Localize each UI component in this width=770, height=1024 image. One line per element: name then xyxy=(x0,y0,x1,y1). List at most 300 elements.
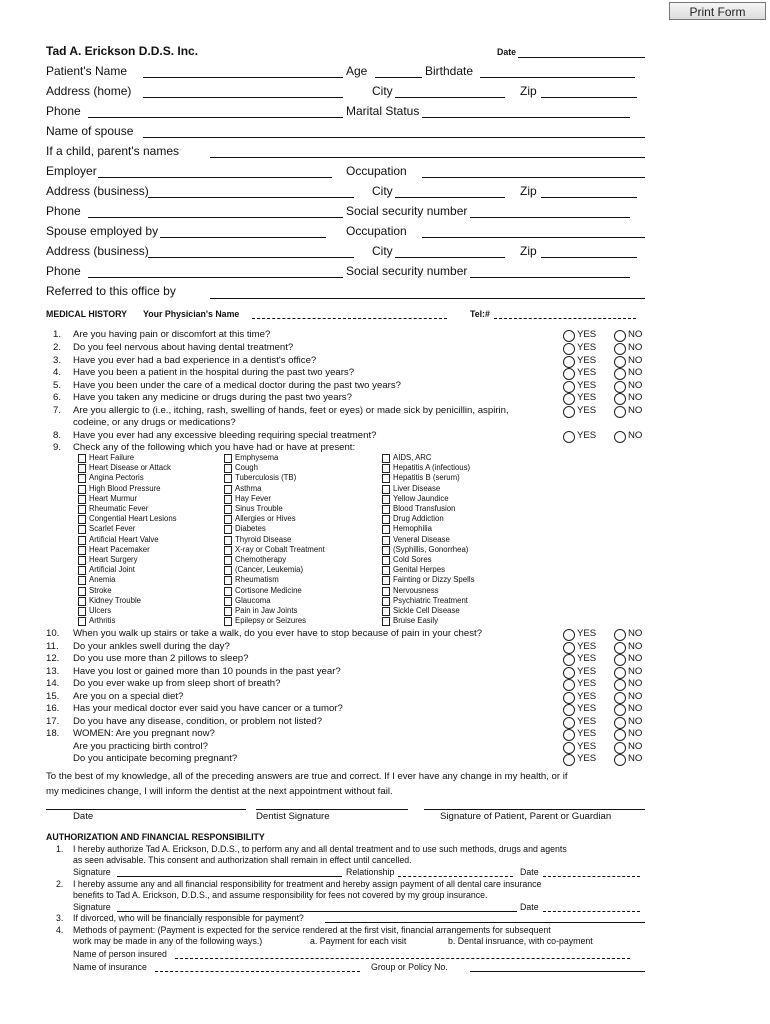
condition-checkbox[interactable] xyxy=(382,536,390,545)
city-label: City xyxy=(372,84,393,98)
address-business-label: Address (business) xyxy=(46,184,149,198)
condition-label: Heart Pacemaker xyxy=(89,544,150,554)
yes-label-qb7: YES xyxy=(577,716,597,727)
employer-label: Employer xyxy=(46,164,97,178)
dentist-signature-caption: Dentist Signature xyxy=(256,811,330,822)
referred-by-label: Referred to this office by xyxy=(46,284,176,298)
auth-signature-1-field[interactable] xyxy=(117,876,342,877)
condition-label: (Syphillis, Gonorrhea) xyxy=(393,544,469,554)
condition-checkbox[interactable] xyxy=(78,505,86,514)
condition-checkbox[interactable] xyxy=(78,556,86,565)
condition-label: Thyroid Disease xyxy=(235,534,292,544)
city-label-3: City xyxy=(372,244,393,258)
no-label-qb0: NO xyxy=(628,628,643,639)
condition-checkbox[interactable] xyxy=(224,515,232,524)
yes-radio-qb7[interactable] xyxy=(563,717,575,729)
condition-label: Arthritis xyxy=(89,616,116,626)
condition-label: Hemophilia xyxy=(393,524,433,534)
condition-checkbox[interactable] xyxy=(382,556,390,565)
condition-label: Emphysema xyxy=(235,453,279,462)
condition-checkbox[interactable] xyxy=(224,454,232,463)
question-text: Do you have any disease, condition, or problem not listed? xyxy=(73,716,323,727)
no-radio-qb8[interactable] xyxy=(614,729,626,741)
phone-field[interactable] xyxy=(88,117,343,118)
condition-checkbox[interactable] xyxy=(78,536,86,545)
condition-checkbox[interactable] xyxy=(224,495,232,504)
condition-label: Epilepsy or Seizures xyxy=(235,616,307,626)
question-7-continued: codeine, or any drugs or medications? xyxy=(73,417,236,428)
authorization-heading: AUTHORIZATION AND FINANCIAL RESPONSIBILITY xyxy=(46,832,265,842)
patient-name-label: Patient's Name xyxy=(46,64,127,78)
no-label-q7: NO xyxy=(628,405,643,416)
condition-label: Heart Surgery xyxy=(89,555,138,564)
date-field[interactable] xyxy=(518,57,645,58)
auth-signature-1-label: Signature xyxy=(73,867,111,877)
date-label: Date xyxy=(497,47,517,57)
condition-label: Drug Addiction xyxy=(393,514,444,524)
question-text: Do you ever wake up from sleep short of breath? xyxy=(73,678,281,689)
condition-checkbox[interactable] xyxy=(382,525,390,534)
payment-option-b[interactable]: b. Dental insruance, with co-payment xyxy=(448,936,593,946)
condition-checkbox[interactable] xyxy=(78,525,86,534)
birthdate-label: Birthdate xyxy=(425,64,474,78)
condition-checkbox[interactable] xyxy=(382,546,390,555)
yes-radio-qb5[interactable] xyxy=(563,692,575,704)
zip-field-2[interactable] xyxy=(541,197,637,198)
no-label-qb10: NO xyxy=(628,753,643,764)
no-radio-q6[interactable] xyxy=(614,393,626,405)
condition-checkbox[interactable] xyxy=(382,576,390,585)
age-label: Age xyxy=(346,64,368,78)
condition-checkbox[interactable] xyxy=(382,587,390,596)
physician-name-field[interactable] xyxy=(252,318,447,319)
age-field[interactable] xyxy=(375,77,422,78)
yes-label-q6: YES xyxy=(577,392,597,403)
auth-item-4-number: 4. xyxy=(56,925,64,935)
condition-checkbox[interactable] xyxy=(224,485,232,494)
auth-item-2-line-2: benefits to Tad A. Erickson, D.D.S., and assume responsibility for fees not covered by my group insurance. xyxy=(73,890,488,900)
ssn-label-2: Social security number xyxy=(346,264,468,278)
address-business-field-2[interactable] xyxy=(148,257,354,258)
occupation-field[interactable] xyxy=(422,177,645,178)
relationship-field[interactable] xyxy=(398,876,513,877)
auth-item-4-line-2: work may be made in any of the following ways.) xyxy=(73,936,263,946)
condition-label: X-ray or Cobalt Treatment xyxy=(235,544,325,554)
yes-label-q4: YES xyxy=(577,367,597,378)
zip-field[interactable] xyxy=(541,97,637,98)
question-text: Have you taken any medicine or drugs during the past two years? xyxy=(73,392,352,403)
auth-item-1-line-1: I hereby authorize Tad A. Erickson, D.D.S., to perform any and all dental treatment and to use such methods, drugs and agents xyxy=(73,844,567,854)
payment-option-a[interactable]: a. Payment for each visit xyxy=(310,936,407,946)
question-text: Are you on a special diet? xyxy=(73,691,184,702)
address-home-field[interactable] xyxy=(143,97,343,98)
address-business-label-2: Address (business) xyxy=(46,244,149,258)
condition-checkbox[interactable] xyxy=(382,597,390,606)
yes-label-qb8: YES xyxy=(577,728,597,739)
no-label-q5: NO xyxy=(628,380,643,391)
condition-checkbox[interactable] xyxy=(382,505,390,514)
condition-checkbox[interactable] xyxy=(224,546,232,555)
condition-checkbox[interactable] xyxy=(224,505,232,514)
condition-checkbox[interactable] xyxy=(224,576,232,585)
question-text: Are you allergic to (i.e., itching, rash, swelling of hands, feet or eyes) or made sick by penicillin, aspirin, xyxy=(73,405,509,416)
condition-checkbox[interactable] xyxy=(78,587,86,596)
condition-label: Cold Sores xyxy=(393,555,432,564)
condition-checkbox[interactable] xyxy=(78,546,86,555)
yes-label-q5: YES xyxy=(577,380,597,391)
ssn-field[interactable] xyxy=(470,217,630,218)
question-number: 2. xyxy=(53,342,62,353)
question-number: 18. xyxy=(46,728,60,739)
print-form-button[interactable]: Print Form xyxy=(669,2,766,20)
spouse-name-label: Name of spouse xyxy=(46,124,134,138)
condition-checkbox[interactable] xyxy=(224,525,232,534)
city-field[interactable] xyxy=(395,97,505,98)
condition-checkbox[interactable] xyxy=(78,454,86,463)
question-text: When you walk up stairs or take a walk, do you ever have to stop because of pain in your chest? xyxy=(73,628,483,639)
relationship-label: Relationship xyxy=(346,867,395,877)
date-caption: Date xyxy=(73,811,94,822)
question-text: Has your medical doctor ever said you have cancer or a tumor? xyxy=(73,703,343,714)
condition-label: Stroke xyxy=(89,585,112,595)
question-number: 5. xyxy=(53,380,62,391)
condition-label: Rheumatism xyxy=(235,575,279,585)
question-number: 10. xyxy=(46,628,60,639)
no-radio-qb2[interactable] xyxy=(614,654,626,666)
condition-label: Cough xyxy=(235,463,258,473)
condition-label: (Cancer, Leukemia) xyxy=(235,565,304,575)
city-field-3[interactable] xyxy=(395,257,505,258)
condition-label: Cortisone Medicine xyxy=(235,585,302,595)
no-radio-q5[interactable] xyxy=(614,381,626,393)
yes-label-qb4: YES xyxy=(577,678,597,689)
yes-label-qb2: YES xyxy=(577,653,597,664)
person-insured-label: Name of person insured xyxy=(73,949,167,959)
yes-label-qb6: YES xyxy=(577,703,597,714)
condition-checkbox[interactable] xyxy=(78,597,86,606)
condition-label: Sinus Trouble xyxy=(235,504,283,513)
no-radio-q2[interactable] xyxy=(614,343,626,355)
dentist-signature-line[interactable] xyxy=(256,809,408,810)
condition-checkbox[interactable] xyxy=(382,454,390,463)
group-policy-label: Group or Policy No. xyxy=(371,962,448,972)
condition-label: Heart Failure xyxy=(89,453,135,462)
condition-checkbox[interactable] xyxy=(78,607,86,616)
no-label-qb7: NO xyxy=(628,716,643,727)
condition-checkbox[interactable] xyxy=(224,587,232,596)
condition-checkbox[interactable] xyxy=(78,566,86,575)
condition-checkbox[interactable] xyxy=(224,617,232,626)
yes-radio-q1[interactable] xyxy=(563,330,575,342)
tel-field[interactable] xyxy=(494,318,636,319)
question-9-number: 9. xyxy=(53,442,62,453)
yes-label-q1: YES xyxy=(577,329,597,340)
tel-label: Tel:# xyxy=(470,309,490,319)
phone-label-3: Phone xyxy=(46,264,81,278)
auth-item-4-line-1: Methods of payment: (Payment is expected for the service rendered at the first visit, financial arrangements for subsequent xyxy=(73,925,551,935)
auth-signature-2-label: Signature xyxy=(73,902,111,912)
yes-label-qb0: YES xyxy=(577,628,597,639)
condition-checkbox[interactable] xyxy=(224,607,232,616)
condition-checkbox[interactable] xyxy=(224,464,232,473)
yes-label-qb10: YES xyxy=(577,753,597,764)
condition-checkbox[interactable] xyxy=(382,617,390,626)
yes-radio-qb6[interactable] xyxy=(563,704,575,716)
condition-checkbox[interactable] xyxy=(382,464,390,473)
condition-label: Asthma xyxy=(235,483,262,493)
ssn-field-2[interactable] xyxy=(470,277,630,278)
no-label-qb4: NO xyxy=(628,678,643,689)
auth-item-2-number: 2. xyxy=(56,879,64,889)
auth-date-1-label: Date xyxy=(520,867,539,877)
condition-label: Heart Murmur xyxy=(89,493,138,503)
spouse-employer-label: Spouse employed by xyxy=(46,224,159,238)
yes-label-qb9: YES xyxy=(577,741,597,752)
patient-signature-line[interactable] xyxy=(424,809,645,810)
question-text: Have you been a patient in the hospital during the past two years? xyxy=(73,367,355,378)
question-text: Do you feel nervous about having dental treatment? xyxy=(73,342,294,353)
occupation-label: Occupation xyxy=(346,164,407,178)
no-label-qb3: NO xyxy=(628,666,643,677)
question-text: Are you having pain or discomfort at this time? xyxy=(73,329,271,340)
condition-label: AIDS, ARC xyxy=(393,453,432,462)
question-number: 16. xyxy=(46,703,60,714)
yes-radio-qb8[interactable] xyxy=(563,729,575,741)
auth-item-1-line-2: as seen advisable. This consent and authorization shall remain in effect until cancelled. xyxy=(73,855,412,865)
no-radio-qb5[interactable] xyxy=(614,692,626,704)
parents-names-label: If a child, parent's names xyxy=(46,144,180,158)
condition-checkbox[interactable] xyxy=(224,597,232,606)
yes-radio-q7[interactable] xyxy=(563,406,575,418)
physician-name-label: Your Physician's Name xyxy=(143,309,240,319)
question-number: 7. xyxy=(53,405,62,416)
auth-signature-2-field[interactable] xyxy=(117,911,517,912)
no-radio-q7[interactable] xyxy=(614,406,626,418)
question-text: Have you lost or gained more than 10 pounds in the past year? xyxy=(73,666,341,677)
practice-name: Tad A. Erickson D.D.S. Inc. xyxy=(46,44,199,58)
no-label-q3: NO xyxy=(628,355,643,366)
question-number: 8. xyxy=(53,430,62,441)
condition-checkbox[interactable] xyxy=(78,485,86,494)
condition-label: Chemotherapy xyxy=(235,555,287,564)
yes-label-q2: YES xyxy=(577,342,597,353)
referred-by-field[interactable] xyxy=(210,298,645,299)
address-home-label: Address (home) xyxy=(46,84,132,98)
condition-checkbox[interactable] xyxy=(382,474,390,483)
question-text: Have you ever had any excessive bleeding requiring special treatment? xyxy=(73,430,377,441)
condition-checkbox[interactable] xyxy=(78,474,86,483)
question-number: 12. xyxy=(46,653,60,664)
patient-name-field[interactable] xyxy=(143,77,343,78)
yes-label-q3: YES xyxy=(577,355,597,366)
insurance-name-field[interactable] xyxy=(155,971,360,972)
no-label-q1: NO xyxy=(628,329,643,340)
condition-checkbox[interactable] xyxy=(78,617,86,626)
yes-radio-q5[interactable] xyxy=(563,381,575,393)
city-field-2[interactable] xyxy=(395,197,505,198)
condition-label: Liver Disease xyxy=(393,483,441,493)
date-signature-line[interactable] xyxy=(46,809,246,810)
condition-label: Diabetes xyxy=(235,524,266,534)
yes-radio-q8[interactable] xyxy=(563,431,575,443)
medical-history-heading: MEDICAL HISTORY xyxy=(46,309,127,319)
zip-field-3[interactable] xyxy=(541,257,637,258)
person-insured-field[interactable] xyxy=(175,958,630,959)
parents-names-field[interactable] xyxy=(210,157,645,158)
condition-label: Ulcers xyxy=(89,606,112,615)
phone-field-2[interactable] xyxy=(88,217,343,218)
phone-field-3[interactable] xyxy=(88,277,343,278)
zip-label-3: Zip xyxy=(520,244,537,258)
no-label-q4: NO xyxy=(628,367,643,378)
condition-label: Artificial Heart Valve xyxy=(89,534,159,544)
patient-signature-caption: Signature of Patient, Parent or Guardian xyxy=(440,811,612,822)
no-radio-q4[interactable] xyxy=(614,368,626,380)
yes-label-q8: YES xyxy=(577,430,597,441)
question-number: 1. xyxy=(53,329,62,340)
condition-label: Psychiatric Treatment xyxy=(393,595,468,605)
city-label-2: City xyxy=(372,184,393,198)
no-radio-qb6[interactable] xyxy=(614,704,626,716)
condition-checkbox[interactable] xyxy=(78,495,86,504)
yes-radio-qb9[interactable] xyxy=(563,742,575,754)
yes-radio-qb0[interactable] xyxy=(563,629,575,641)
condition-label: Sickle Cell Disease xyxy=(393,606,460,615)
condition-checkbox[interactable] xyxy=(382,485,390,494)
condition-label: Hepatitis B (serum) xyxy=(393,473,460,483)
no-radio-q1[interactable] xyxy=(614,330,626,342)
condition-label: Tuberculosis (TB) xyxy=(235,473,297,483)
condition-checkbox[interactable] xyxy=(382,607,390,616)
marital-status-label: Marital Status xyxy=(346,104,420,118)
condition-label: Scarlet Fever xyxy=(89,524,136,534)
question-text: WOMEN: Are you pregnant now? xyxy=(73,728,215,739)
responsible-party-field[interactable] xyxy=(325,922,645,923)
yes-radio-qb3[interactable] xyxy=(563,667,575,679)
no-radio-qb9[interactable] xyxy=(614,742,626,754)
no-radio-q8[interactable] xyxy=(614,431,626,443)
condition-label: Heart Disease or Attack xyxy=(89,463,171,473)
auth-item-3-text: If divorced, who will be financially responsible for payment? xyxy=(73,913,304,923)
condition-label: Genital Herpes xyxy=(393,565,446,575)
condition-checkbox[interactable] xyxy=(382,495,390,504)
zip-label: Zip xyxy=(520,84,537,98)
address-business-field[interactable] xyxy=(148,197,354,198)
no-label-qb9: NO xyxy=(628,741,643,752)
group-policy-field[interactable] xyxy=(470,971,645,972)
question-text: Are you practicing birth control? xyxy=(73,741,208,752)
condition-label: High Blood Pressure xyxy=(89,483,161,493)
condition-label: Hepatitis A (infectious) xyxy=(393,463,471,473)
yes-radio-q3[interactable] xyxy=(563,356,575,368)
auth-date-1-field[interactable] xyxy=(543,876,640,877)
yes-radio-q6[interactable] xyxy=(563,393,575,405)
condition-checkbox[interactable] xyxy=(224,536,232,545)
question-text: Do you anticipate becoming pregnant? xyxy=(73,753,238,764)
condition-checkbox[interactable] xyxy=(78,576,86,585)
question-number: 6. xyxy=(53,392,62,403)
condition-label: Glaucoma xyxy=(235,595,271,605)
condition-label: Blood Transfusion xyxy=(393,504,456,513)
no-radio-qb10[interactable] xyxy=(614,754,626,766)
no-radio-qb7[interactable] xyxy=(614,717,626,729)
no-label-q6: NO xyxy=(628,392,643,403)
no-radio-qb1[interactable] xyxy=(614,642,626,654)
condition-label: Congential Heart Lesions xyxy=(89,514,177,524)
condition-label: Bruise Easily xyxy=(393,616,439,626)
auth-item-1-number: 1. xyxy=(56,844,64,854)
question-text: Have you been under the care of a medical doctor during the past two years? xyxy=(73,380,401,391)
condition-label: Veneral Disease xyxy=(393,534,450,544)
question-text: Do you use more than 2 pillows to sleep? xyxy=(73,653,249,664)
auth-item-2-line-1: I hereby assume any and all financial responsibility for treatment and hereby assign payment of all dental care insurance xyxy=(73,879,542,889)
no-label-q2: NO xyxy=(628,342,643,353)
no-label-qb2: NO xyxy=(628,653,643,664)
auth-item-3-number: 3. xyxy=(56,913,64,923)
condition-checkbox[interactable] xyxy=(78,464,86,473)
auth-date-2-field[interactable] xyxy=(543,911,640,912)
condition-label: Rheumatic Fever xyxy=(89,504,149,513)
question-text: Do your ankles swell during the day? xyxy=(73,641,230,652)
phone-label-2: Phone xyxy=(46,204,81,218)
marital-status-field[interactable] xyxy=(422,117,630,118)
condition-checkbox[interactable] xyxy=(78,515,86,524)
condition-label: Fainting or Dizzy Spells xyxy=(393,575,475,585)
yes-radio-q2[interactable] xyxy=(563,343,575,355)
insurance-name-label: Name of insurance xyxy=(73,962,147,972)
yes-radio-qb10[interactable] xyxy=(563,754,575,766)
condition-checkbox[interactable] xyxy=(382,515,390,524)
spouse-employer-field[interactable] xyxy=(160,237,326,238)
condition-label: Anemia xyxy=(89,575,116,585)
birthdate-field[interactable] xyxy=(480,77,635,78)
employer-field[interactable] xyxy=(98,177,332,178)
yes-radio-q4[interactable] xyxy=(563,368,575,380)
statement-line-1: To the best of my knowledge, all of the preceding answers are true and correct. If I ever have any change in my health, or if xyxy=(46,771,568,782)
condition-label: Yellow Jaundice xyxy=(393,493,449,503)
phone-label: Phone xyxy=(46,104,81,118)
condition-checkbox[interactable] xyxy=(382,566,390,575)
no-radio-qb3[interactable] xyxy=(614,667,626,679)
condition-checkbox[interactable] xyxy=(224,474,232,483)
condition-checkbox[interactable] xyxy=(224,556,232,565)
condition-label: Artificial Joint xyxy=(89,565,135,575)
question-number: 13. xyxy=(46,666,60,677)
zip-label-2: Zip xyxy=(520,184,537,198)
condition-checkbox[interactable] xyxy=(224,566,232,575)
question-text: Have you ever had a bad experience in a dentist's office? xyxy=(73,355,317,366)
yes-radio-qb1[interactable] xyxy=(563,642,575,654)
yes-label-qb5: YES xyxy=(577,691,597,702)
yes-radio-qb4[interactable] xyxy=(563,679,575,691)
no-radio-qb4[interactable] xyxy=(614,679,626,691)
question-number: 17. xyxy=(46,716,60,727)
spouse-name-field[interactable] xyxy=(143,137,645,138)
occupation-label-2: Occupation xyxy=(346,224,407,238)
condition-label: Kidney Trouble xyxy=(89,595,142,605)
yes-radio-qb2[interactable] xyxy=(563,654,575,666)
yes-label-qb1: YES xyxy=(577,641,597,652)
question-number: 15. xyxy=(46,691,60,702)
yes-label-qb3: YES xyxy=(577,666,597,677)
question-number: 4. xyxy=(53,367,62,378)
no-radio-q3[interactable] xyxy=(614,356,626,368)
no-label-qb1: NO xyxy=(628,641,643,652)
ssn-label: Social security number xyxy=(346,204,468,218)
occupation-field-2[interactable] xyxy=(422,237,645,238)
no-radio-qb0[interactable] xyxy=(614,629,626,641)
question-number: 3. xyxy=(53,355,62,366)
